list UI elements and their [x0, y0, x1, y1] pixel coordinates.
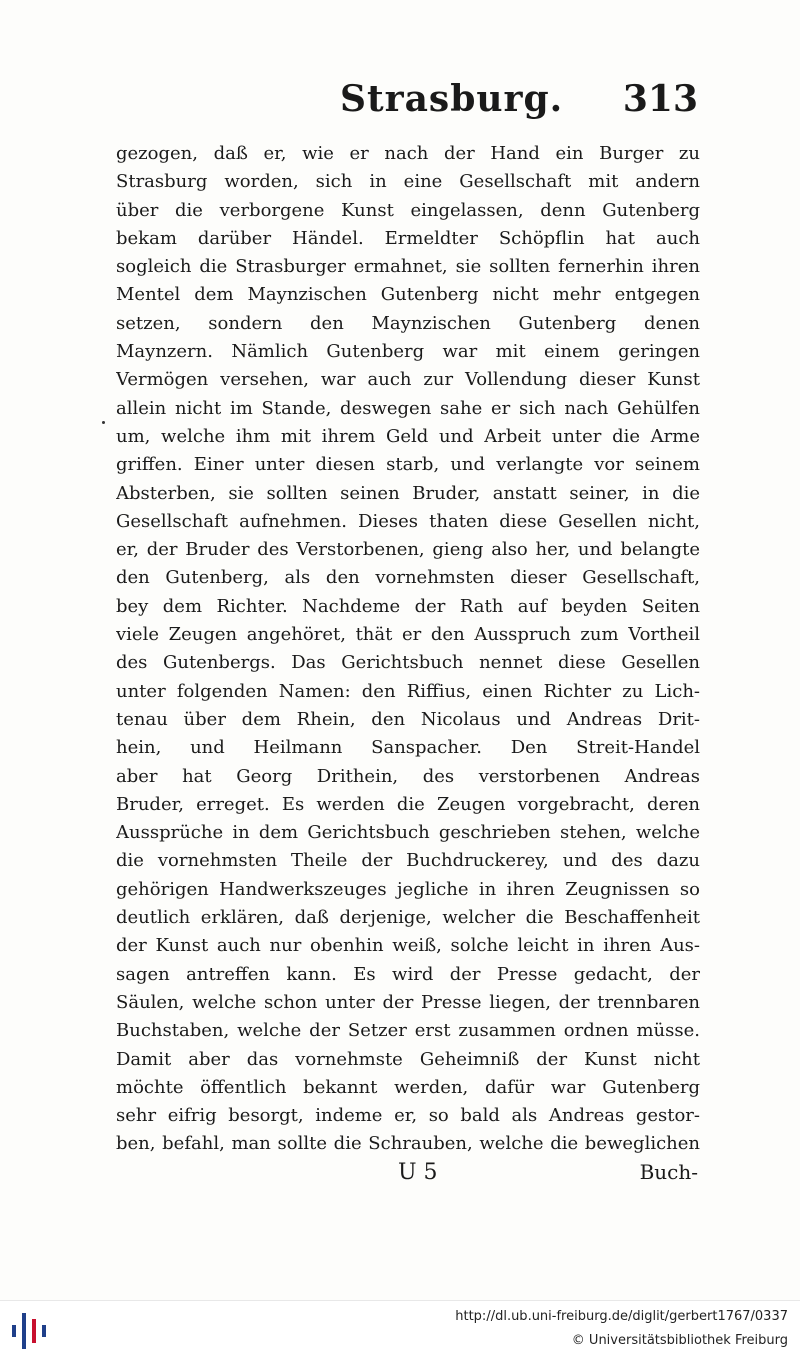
text-line: die vornehmsten Theile der Buchdruckerey, und des dazu	[116, 850, 700, 872]
text-line: gezogen, daß er, wie er nach der Hand ein Burger zu	[116, 143, 700, 164]
text-line: tenau über dem Rhein, den Nicolaus und Andreas Drit-	[116, 708, 700, 730]
signature-mark: U 5	[398, 1160, 438, 1185]
running-head	[110, 78, 700, 128]
text-line: Buchstaben, welche der Setzer erst zusammen ordnen müsse.	[116, 1020, 700, 1042]
text-line: Aussprüche in dem Gerichtsbuch geschrieben stehen, welche	[116, 822, 700, 844]
page-footer	[116, 1160, 700, 1192]
catchword: Buch-	[639, 1160, 698, 1184]
text-line: der Kunst auch nur obenhin weiß, solche leicht in ihren Aus-	[116, 935, 700, 957]
page-number: 313	[622, 78, 698, 120]
text-line: Säulen, welche schon unter der Presse liegen, der trennbaren	[116, 991, 700, 1013]
text-line: des Gutenbergs. Das Gerichtsbuch nennet diese Gesellen	[116, 652, 700, 674]
ub-freiburg-logo-icon	[8, 1311, 52, 1351]
text-line: Gesellschaft aufnehmen. Dieses thaten diese Gesellen nicht,	[116, 510, 700, 532]
running-title: Strasburg.	[340, 78, 564, 120]
text-line: unter folgenden Namen: den Riffius, einen Richter zu Lich-	[116, 680, 700, 702]
text-line: viele Zeugen angehöret, thät er den Ausspruch zum Vortheil	[116, 624, 700, 646]
text-line: sagen antreffen kann. Es wird der Presse gedacht, der	[116, 963, 700, 985]
text-line: Absterben, sie sollten seinen Bruder, anstatt seiner, in die	[116, 482, 700, 504]
text-line: Maynzern. Nämlich Gutenberg war mit einem geringen	[116, 341, 700, 363]
text-line: über die verborgene Kunst eingelassen, denn Gutenberg	[116, 199, 700, 221]
text-line: er, der Bruder des Verstorbenen, gieng also her, und belangte	[116, 539, 700, 561]
text-line: Damit aber das vornehmste Geheimniß der Kunst nicht	[116, 1048, 700, 1070]
text-line: aber hat Georg Drithein, des verstorbenen Andreas	[116, 765, 700, 787]
text-line: sehr eifrig besorgt, indeme er, so bald als Andreas gestor-	[116, 1105, 700, 1127]
text-line: setzen, sondern den Maynzischen Gutenberg denen	[116, 312, 700, 334]
text-line: allein nicht im Stande, deswegen sahe er sich nach Gehülfen	[116, 397, 700, 419]
copyright-notice: © Universitätsbibliothek Freiburg	[571, 1333, 788, 1348]
text-line: Vermögen versehen, war auch zur Vollendung dieser Kunst	[116, 369, 700, 391]
text-line: um, welche ihm mit ihrem Geld und Arbeit unter die Arme	[116, 425, 700, 447]
text-line: hein, und Heilmann Sanspacher. Den Streit-Handel	[116, 737, 700, 759]
text-line: griffen. Einer unter diesen starb, und verlangte vor seinem	[116, 454, 700, 476]
text-line: ben, befahl, man sollte die Schrauben, welche die beweglichen	[116, 1133, 700, 1155]
text-line: möchte öffentlich bekannt werden, dafür war Gutenberg	[116, 1076, 700, 1098]
margin-mark	[102, 421, 105, 424]
text-line: den Gutenberg, als den vornehmsten dieser Gesellschaft,	[116, 567, 700, 589]
text-line: gehörigen Handwerkszeuges jegliche in ihren Zeugnissen so	[116, 878, 700, 900]
source-url-link[interactable]: http://dl.ub.uni-freiburg.de/diglit/gerbert1767/0337	[455, 1309, 788, 1324]
text-line: Bruder, erreget. Es werden die Zeugen vorgebracht, deren	[116, 793, 700, 815]
text-line: deutlich erklären, daß derjenige, welcher die Beschaffenheit	[116, 907, 700, 929]
text-line: bey dem Richter. Nachdeme der Rath auf beyden Seiten	[116, 595, 700, 617]
viewer-footer-bar	[0, 1300, 800, 1361]
text-line: Strasburg worden, sich in eine Gesellschaft mit andern	[116, 171, 700, 193]
text-line: bekam darüber Händel. Ermeldter Schöpflin hat auch	[116, 227, 700, 249]
body-text	[116, 140, 700, 1159]
text-line: sogleich die Strasburger ermahnet, sie sollten fernerhin ihren	[116, 256, 700, 278]
text-line: Mentel dem Maynzischen Gutenberg nicht mehr entgegen	[116, 284, 700, 306]
